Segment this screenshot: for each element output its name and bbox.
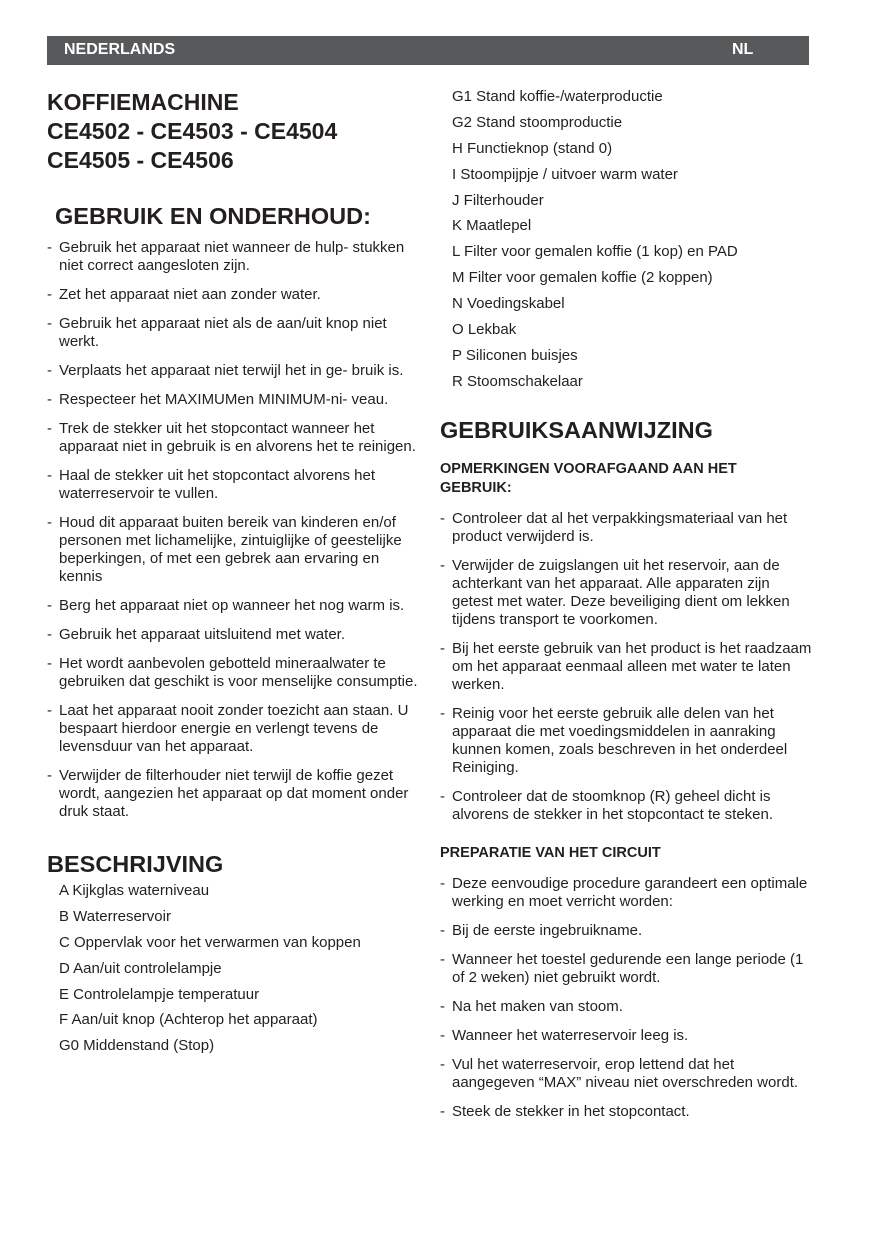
right-column — [440, 88, 812, 1132]
title-line: CE4502 - CE4503 - CE4504 — [47, 118, 338, 144]
list-item: E Controlelampje temperatuur — [59, 985, 260, 1003]
circuit-heading: PREPARATIE VAN HET CIRCUIT — [440, 844, 661, 861]
list-item: A Kijkglas waterniveau — [59, 882, 210, 899]
list-item: - Wanneer het waterreservoir leeg is. — [440, 1027, 812, 1045]
list-item: - Verwijder de filterhouder niet terwijl de koffie gezet wordt, aangezien het apparaat op dat moment onder druk staat. — [47, 767, 419, 821]
left-column — [47, 88, 419, 1063]
list-item: - Gebruik het apparaat niet wanneer de hulp- stukken niet correct aangesloten zijn. — [47, 239, 419, 275]
list-item: - Wanneer het toestel gedurende een lange periode (1 of 2 weken) niet gebruikt wordt. — [440, 951, 812, 987]
list-item: L Filter voor gemalen koffie (1 kop) en PAD — [452, 243, 738, 261]
list-item: M Filter voor gemalen koffie (2 koppen) — [452, 269, 713, 287]
description-heading: BESCHRIJVING — [47, 851, 224, 877]
list-item: - Houd dit apparaat buiten bereik van kinderen en/of personen met lichamelijke, zintuiglijke of geestelijke beperkingen, of met een gebrek aan ervaring en kennis — [47, 514, 419, 586]
list-item: B Waterreservoir — [59, 907, 171, 925]
list-item: - Berg het apparaat niet op wanneer het nog warm is. — [47, 597, 419, 615]
list-item: P Siliconen buisjes — [452, 346, 578, 364]
list-item: - Gebruik het apparaat uitsluitend met water. — [47, 626, 419, 644]
list-item: - Reinig voor het eerste gebruik alle delen van het apparaat die met voedingsmiddelen in aanraking kunnen komen, zoals beschreven in het onderdeel Reiniging. — [440, 705, 812, 777]
description-list-left — [47, 882, 419, 1055]
list-item: N Voedingskabel — [452, 295, 565, 313]
preliminary-heading: OPMERKINGEN VOORAFGAAND AAN HET GEBRUIK: — [440, 460, 737, 496]
instructions-heading: GEBRUIKSAANWIJZING — [440, 416, 713, 443]
list-item: - Vul het waterreservoir, erop lettend dat het aangegeven “MAX” niveau niet overschreden wordt. — [440, 1056, 812, 1092]
list-item: J Filterhouder — [452, 191, 544, 209]
language-label: NEDERLANDS — [64, 41, 176, 58]
list-item: H Functieknop (stand 0) — [452, 139, 613, 157]
list-item: D Aan/uit controlelampje — [59, 959, 222, 977]
list-item: - Bij de eerste ingebruikname. — [440, 922, 812, 940]
description-list-right — [440, 88, 812, 391]
list-item: G2 Stand stoomproductie — [452, 113, 623, 131]
list-item: R Stoomschakelaar — [452, 372, 583, 390]
list-item: O Lekbak — [452, 321, 517, 339]
list-item: C Oppervlak voor het verwarmen van koppen — [59, 933, 361, 951]
list-item: - Respecteer het MAXIMUMen MINIMUM-ni- veau. — [47, 391, 419, 409]
list-item: G0 Middenstand (Stop) — [59, 1037, 215, 1055]
list-item: - Laat het apparaat nooit zonder toezicht aan staan. U bespaart hierdoor energie en verlengt tevens de levensduur van het apparaat. — [47, 702, 419, 756]
list-item: - Verwijder de zuigslangen uit het reservoir, aan de achterkant van het apparaat. Alle apparaten zijn getest met water. Deze beveiliging dient om lekken tijdens transport te voorkomen. — [440, 557, 812, 629]
list-item: - Haal de stekker uit het stopcontact alvorens het waterreservoir te vullen. — [47, 467, 419, 503]
list-item: - Trek de stekker uit het stopcontact wanneer het apparaat niet in gebruik is en alvorens het te reinigen. — [47, 420, 419, 456]
list-item: - Na het maken van stoom. — [440, 998, 812, 1016]
list-item: - Controleer dat al het verpakkingsmateriaal van het product verwijderd is. — [440, 510, 812, 546]
list-item: - Het wordt aanbevolen gebotteld mineraalwater te gebruiken dat geschikt is voor menselijke consumptie. — [47, 655, 419, 691]
product-title — [47, 88, 419, 175]
list-item: - Deze eenvoudige procedure garandeert een optimale werking en moet verricht worden: — [440, 875, 812, 911]
preliminary-list — [440, 510, 812, 824]
list-item: F Aan/uit knop (Achterop het apparaat) — [59, 1011, 318, 1029]
circuit-list — [440, 875, 812, 1121]
usage-heading: GEBRUIK EN ONDERHOUD: — [55, 203, 371, 229]
title-line: CE4505 - CE4506 — [47, 147, 234, 173]
list-item: K Maatlepel — [452, 217, 532, 235]
header-bar — [47, 36, 809, 65]
list-item: I Stoompijpje / uitvoer warm water — [452, 165, 678, 183]
list-item: - Controleer dat de stoomknop (R) geheel dicht is alvorens de stekker in het stopcontact te steken. — [440, 788, 812, 824]
language-code: NL — [732, 41, 754, 58]
list-item: G1 Stand koffie-/waterproductie — [452, 88, 663, 105]
usage-list — [47, 239, 419, 821]
list-item: - Verplaats het apparaat niet terwijl het in ge- bruik is. — [47, 362, 419, 380]
list-item: - Bij het eerste gebruik van het product is het raadzaam om het apparaat eenmaal alleen met water te laten werken. — [440, 640, 812, 694]
list-item: - Zet het apparaat niet aan zonder water. — [47, 286, 419, 304]
list-item: - Gebruik het apparaat niet als de aan/uit knop niet werkt. — [47, 315, 419, 351]
list-item: - Steek de stekker in het stopcontact. — [440, 1103, 812, 1121]
title-line: KOFFIEMACHINE — [47, 89, 239, 115]
